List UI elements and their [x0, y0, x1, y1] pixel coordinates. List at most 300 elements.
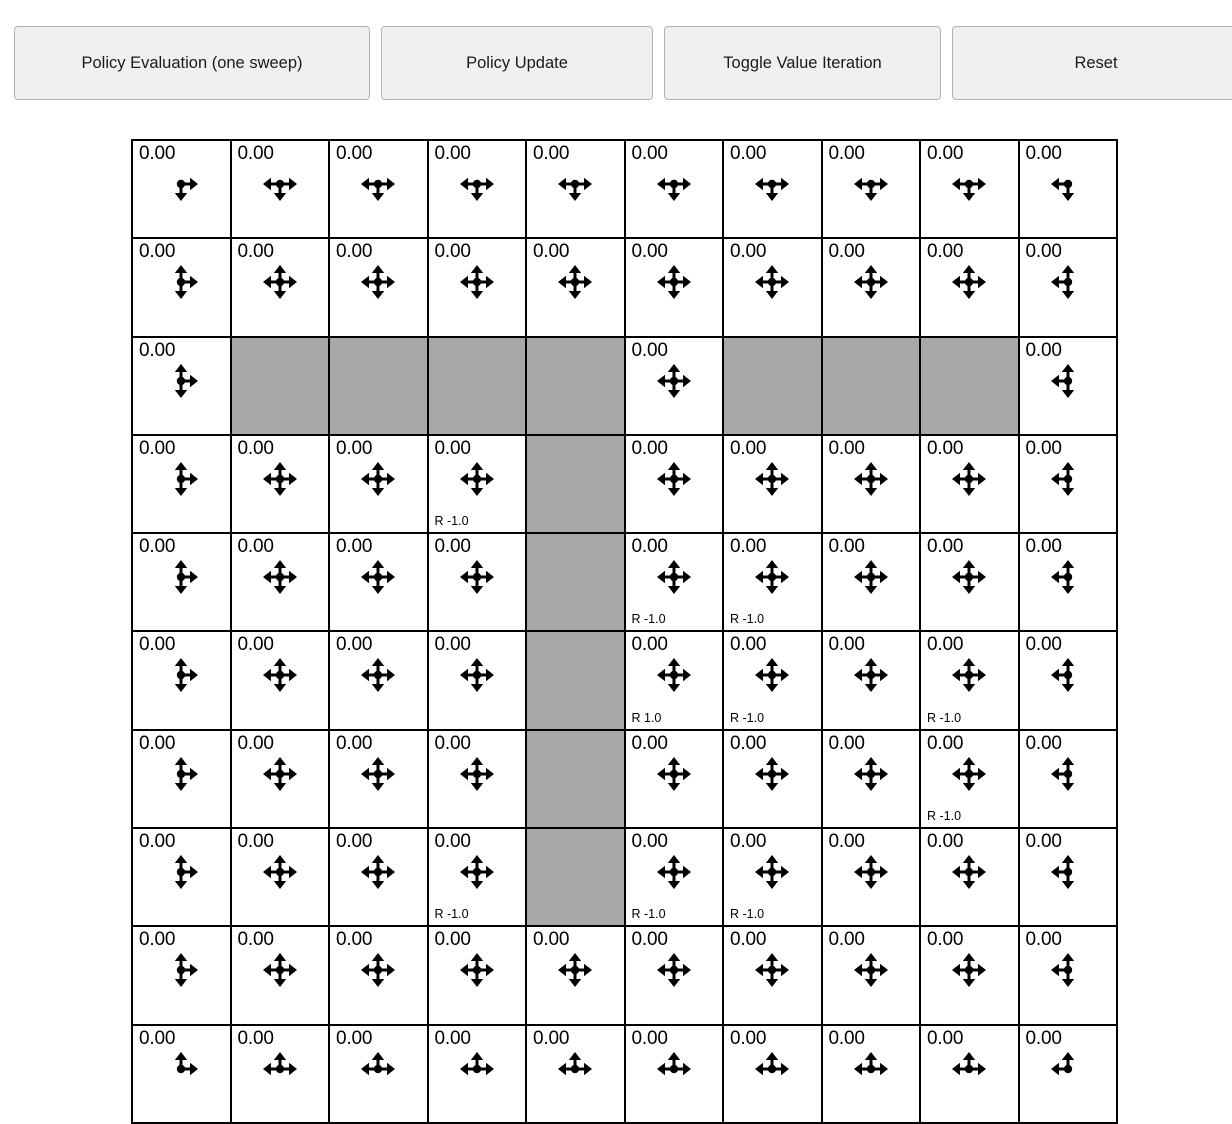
- grid-cell[interactable]: [920, 238, 1019, 336]
- gridworld-grid-container: [131, 139, 1118, 1124]
- policy-arrows-icon: [133, 849, 230, 895]
- grid-cell-inner: [429, 436, 526, 532]
- cell-value: 0.00: [533, 241, 570, 263]
- policy-arrows-icon: [1020, 554, 1117, 600]
- cell-value: 0.00: [336, 1027, 373, 1049]
- grid-cell[interactable]: [920, 730, 1019, 828]
- grid-cell[interactable]: [625, 828, 724, 926]
- cell-value: 0.00: [730, 929, 767, 951]
- policy-arrows-icon: [823, 751, 920, 797]
- policy-arrows-icon: [724, 554, 821, 600]
- policy-arrows-icon: [823, 849, 920, 895]
- reset-button[interactable]: Reset: [952, 26, 1232, 100]
- grid-cell-inner: [626, 731, 723, 827]
- grid-cell[interactable]: [1019, 337, 1118, 435]
- cell-reward-label: R -1.0: [631, 907, 666, 922]
- grid-cell[interactable]: [1019, 238, 1118, 336]
- grid-cell-inner: [232, 829, 329, 925]
- grid-cell-inner: [626, 141, 723, 237]
- grid-cell-inner: [823, 731, 920, 827]
- grid-cell[interactable]: [428, 435, 527, 533]
- policy-update-button[interactable]: Policy Update: [381, 26, 653, 100]
- grid-cell[interactable]: [428, 1025, 527, 1123]
- cell-value: 0.00: [927, 143, 964, 164]
- policy-arrows-icon: [1020, 259, 1117, 305]
- cell-value: 0.00: [828, 732, 865, 754]
- toggle-value-iteration-button[interactable]: Toggle Value Iteration: [664, 26, 941, 100]
- policy-arrows-icon: [330, 849, 427, 895]
- grid-cell[interactable]: [231, 238, 330, 336]
- grid-cell-inner: [823, 829, 920, 925]
- cell-reward-label: R -1.0: [434, 907, 469, 922]
- grid-cell[interactable]: [428, 140, 527, 238]
- policy-arrows-icon: [429, 849, 526, 895]
- cell-reward-label: R -1.0: [730, 710, 765, 725]
- grid-cell[interactable]: [231, 730, 330, 828]
- grid-cell[interactable]: [428, 828, 527, 926]
- cell-reward-label: R -1.0: [730, 907, 765, 922]
- grid-cell[interactable]: [625, 730, 724, 828]
- grid-cell[interactable]: [428, 926, 527, 1024]
- cell-value: 0.00: [631, 241, 668, 263]
- cell-value: 0.00: [336, 241, 373, 263]
- grid-cell-inner: [724, 829, 821, 925]
- grid-cell[interactable]: [526, 1025, 625, 1123]
- cell-value: 0.00: [1025, 339, 1062, 361]
- grid-cell-inner: [232, 141, 329, 237]
- grid-cell-inner: [626, 436, 723, 532]
- policy-arrows-icon: [823, 652, 920, 698]
- grid-cell[interactable]: [822, 238, 921, 336]
- cell-value: 0.00: [434, 831, 471, 853]
- grid-cell-inner: [626, 338, 723, 434]
- cell-value: 0.00: [730, 1027, 767, 1049]
- grid-cell-inner: [429, 1026, 526, 1122]
- grid-cell[interactable]: [625, 337, 724, 435]
- grid-cell-inner: [1020, 632, 1117, 728]
- grid-cell[interactable]: [329, 926, 428, 1024]
- policy-arrows-icon: [429, 947, 526, 993]
- grid-cell-inner: [921, 436, 1018, 532]
- grid-cell[interactable]: [723, 140, 822, 238]
- grid-cell[interactable]: [526, 926, 625, 1024]
- policy-arrows-icon: [1020, 751, 1117, 797]
- grid-cell[interactable]: [920, 1025, 1019, 1123]
- policy-arrows-icon: [133, 947, 230, 993]
- grid-cell[interactable]: [1019, 926, 1118, 1024]
- policy-arrows-icon: [1020, 652, 1117, 698]
- policy-arrows-icon: [626, 259, 723, 305]
- grid-cell-inner: [1020, 141, 1117, 237]
- cell-value: 0.00: [237, 929, 274, 951]
- grid-cell-inner: [921, 731, 1018, 827]
- policy-arrows-icon: [921, 554, 1018, 600]
- grid-cell-inner: [921, 927, 1018, 1023]
- grid-cell-inner: [626, 927, 723, 1023]
- grid-cell[interactable]: [1019, 631, 1118, 729]
- grid-cell[interactable]: [1019, 730, 1118, 828]
- policy-arrows-icon: [133, 456, 230, 502]
- grid-cell[interactable]: [132, 533, 231, 631]
- grid-cell[interactable]: [132, 238, 231, 336]
- grid-cell[interactable]: [822, 631, 921, 729]
- policy-arrows-icon: [626, 161, 723, 207]
- cell-value: 0.00: [237, 732, 274, 754]
- grid-row: [132, 730, 1117, 828]
- grid-cell-inner: [133, 1026, 230, 1122]
- grid-cell[interactable]: [329, 238, 428, 336]
- grid-cell[interactable]: [723, 435, 822, 533]
- grid-cell-inner: [724, 731, 821, 827]
- grid-cell[interactable]: [1019, 533, 1118, 631]
- grid-cell[interactable]: [526, 238, 625, 336]
- grid-cell[interactable]: [822, 140, 921, 238]
- grid-cell-inner: [527, 1026, 624, 1122]
- grid-cell[interactable]: [231, 533, 330, 631]
- policy-arrows-icon: [1020, 358, 1117, 404]
- grid-cell[interactable]: [329, 533, 428, 631]
- grid-cell-inner: [1020, 436, 1117, 532]
- cell-value: 0.00: [631, 929, 668, 951]
- policy-arrows-icon: [724, 849, 821, 895]
- grid-cell[interactable]: [132, 140, 231, 238]
- grid-cell[interactable]: [526, 140, 625, 238]
- policy-arrows-icon: [232, 161, 329, 207]
- grid-cell[interactable]: [625, 533, 724, 631]
- policy-arrows-icon: [429, 652, 526, 698]
- grid-cell[interactable]: [132, 435, 231, 533]
- grid-cell-inner: [133, 534, 230, 630]
- cell-value: 0.00: [631, 339, 668, 361]
- grid-row: [132, 435, 1117, 533]
- policy-arrows-icon: [823, 161, 920, 207]
- grid-cell-wall[interactable]: [526, 533, 625, 631]
- cell-value: 0.00: [237, 241, 274, 263]
- grid-cell-wall[interactable]: [526, 631, 625, 729]
- grid-cell[interactable]: [920, 533, 1019, 631]
- cell-value: 0.00: [1025, 241, 1062, 263]
- policy-arrows-icon: [429, 456, 526, 502]
- grid-cell-inner: [527, 927, 624, 1023]
- grid-cell[interactable]: [132, 926, 231, 1024]
- policy-arrows-icon: [330, 456, 427, 502]
- grid-cell-inner: [429, 534, 526, 630]
- cell-value: 0.00: [139, 929, 176, 951]
- grid-cell[interactable]: [231, 1025, 330, 1123]
- grid-cell[interactable]: [625, 435, 724, 533]
- cell-value: 0.00: [1025, 536, 1062, 558]
- grid-cell[interactable]: [329, 730, 428, 828]
- policy-arrows-icon: [921, 259, 1018, 305]
- policy-arrows-icon: [527, 259, 624, 305]
- cell-value: 0.00: [237, 536, 274, 558]
- policy-arrows-icon: [724, 1046, 821, 1092]
- policy-arrows-icon: [724, 652, 821, 698]
- grid-cell-inner: [626, 1026, 723, 1122]
- grid-cell[interactable]: [428, 533, 527, 631]
- cell-value: 0.00: [730, 241, 767, 263]
- policy-arrows-icon: [921, 456, 1018, 502]
- grid-cell-wall[interactable]: [526, 435, 625, 533]
- grid-cell-inner: [823, 239, 920, 335]
- grid-cell[interactable]: [625, 631, 724, 729]
- grid-cell-inner: [330, 927, 427, 1023]
- grid-cell-inner: [133, 632, 230, 728]
- cell-value: 0.00: [139, 831, 176, 853]
- cell-value: 0.00: [336, 831, 373, 853]
- cell-value: 0.00: [237, 437, 274, 459]
- cell-value: 0.00: [828, 634, 865, 656]
- policy-arrows-icon: [429, 554, 526, 600]
- grid-cell[interactable]: [132, 631, 231, 729]
- policy-arrows-icon: [823, 1046, 920, 1092]
- policy-arrows-icon: [330, 259, 427, 305]
- cell-value: 0.00: [139, 634, 176, 656]
- grid-cell-inner: [429, 731, 526, 827]
- cell-value: 0.00: [237, 831, 274, 853]
- cell-value: 0.00: [139, 536, 176, 558]
- policy-arrows-icon: [724, 259, 821, 305]
- grid-cell-inner: [921, 632, 1018, 728]
- grid-cell-inner: [823, 1026, 920, 1122]
- cell-value: 0.00: [730, 831, 767, 853]
- grid-cell-wall[interactable]: [920, 337, 1019, 435]
- grid-cell[interactable]: [132, 730, 231, 828]
- grid-cell[interactable]: [428, 631, 527, 729]
- cell-value: 0.00: [1025, 143, 1062, 164]
- cell-value: 0.00: [730, 536, 767, 558]
- grid-cell[interactable]: [920, 435, 1019, 533]
- grid-cell-inner: [1020, 927, 1117, 1023]
- cell-value: 0.00: [336, 929, 373, 951]
- grid-cell-inner: [133, 731, 230, 827]
- grid-cell[interactable]: [231, 631, 330, 729]
- grid-cell[interactable]: [822, 828, 921, 926]
- cell-value: 0.00: [139, 241, 176, 263]
- cell-value: 0.00: [1025, 437, 1062, 459]
- grid-cell-wall[interactable]: [822, 337, 921, 435]
- cell-value: 0.00: [1025, 732, 1062, 754]
- policy-arrows-icon: [1020, 1046, 1117, 1092]
- cell-value: 0.00: [336, 634, 373, 656]
- cell-value: 0.00: [139, 143, 176, 164]
- grid-cell-inner: [1020, 731, 1117, 827]
- cell-value: 0.00: [434, 634, 471, 656]
- cell-value: 0.00: [434, 437, 471, 459]
- policy-arrows-icon: [232, 554, 329, 600]
- policy-arrows-icon: [724, 751, 821, 797]
- policy-arrows-icon: [921, 161, 1018, 207]
- policy-arrows-icon: [626, 1046, 723, 1092]
- policy-arrows-icon: [626, 652, 723, 698]
- policy-arrows-icon: [232, 259, 329, 305]
- cell-value: 0.00: [927, 241, 964, 263]
- cell-value: 0.00: [828, 929, 865, 951]
- grid-cell-wall[interactable]: [231, 337, 330, 435]
- grid-cell-inner: [626, 534, 723, 630]
- grid-cell-inner: [1020, 239, 1117, 335]
- grid-cell-inner: [232, 632, 329, 728]
- grid-cell-inner: [330, 632, 427, 728]
- grid-cell-wall[interactable]: [526, 337, 625, 435]
- grid-cell-inner: [133, 829, 230, 925]
- grid-cell-inner: [921, 239, 1018, 335]
- cell-value: 0.00: [336, 437, 373, 459]
- grid-cell[interactable]: [822, 730, 921, 828]
- grid-cell-inner: [823, 436, 920, 532]
- grid-cell-inner: [232, 239, 329, 335]
- grid-cell[interactable]: [1019, 828, 1118, 926]
- grid-cell[interactable]: [231, 435, 330, 533]
- cell-value: 0.00: [730, 732, 767, 754]
- grid-cell[interactable]: [920, 828, 1019, 926]
- cell-value: 0.00: [927, 732, 964, 754]
- cell-value: 0.00: [730, 634, 767, 656]
- grid-cell-wall[interactable]: [329, 337, 428, 435]
- cell-value: 0.00: [927, 831, 964, 853]
- policy-arrows-icon: [133, 1046, 230, 1092]
- grid-cell-inner: [133, 927, 230, 1023]
- cell-value: 0.00: [631, 634, 668, 656]
- policy-arrows-icon: [133, 259, 230, 305]
- grid-cell-wall[interactable]: [723, 337, 822, 435]
- cell-reward-label: R -1.0: [631, 612, 666, 627]
- grid-cell[interactable]: [920, 140, 1019, 238]
- policy-arrows-icon: [232, 751, 329, 797]
- grid-cell[interactable]: [822, 533, 921, 631]
- grid-cell[interactable]: [920, 631, 1019, 729]
- grid-cell[interactable]: [231, 140, 330, 238]
- grid-cell[interactable]: [625, 140, 724, 238]
- cell-value: 0.00: [1025, 634, 1062, 656]
- grid-cell[interactable]: [723, 533, 822, 631]
- grid-cell[interactable]: [723, 926, 822, 1024]
- cell-value: 0.00: [336, 536, 373, 558]
- policy-arrows-icon: [626, 947, 723, 993]
- grid-cell-wall[interactable]: [526, 828, 625, 926]
- cell-value: 0.00: [434, 929, 471, 951]
- cell-value: 0.00: [434, 143, 471, 164]
- policy-arrows-icon: [330, 947, 427, 993]
- grid-cell[interactable]: [723, 1025, 822, 1123]
- grid-cell[interactable]: [1019, 1025, 1118, 1123]
- grid-cell[interactable]: [231, 828, 330, 926]
- policy-arrows-icon: [429, 751, 526, 797]
- grid-cell[interactable]: [723, 238, 822, 336]
- cell-value: 0.00: [336, 143, 373, 164]
- cell-reward-label: R -1.0: [927, 710, 962, 725]
- cell-reward-label: R 1.0: [631, 710, 662, 725]
- grid-cell-wall[interactable]: [526, 730, 625, 828]
- policy-arrows-icon: [724, 947, 821, 993]
- policy-arrows-icon: [626, 456, 723, 502]
- grid-cell-inner: [330, 829, 427, 925]
- grid-cell-inner: [330, 239, 427, 335]
- grid-cell-inner: [921, 534, 1018, 630]
- cell-value: 0.00: [927, 929, 964, 951]
- grid-cell[interactable]: [822, 1025, 921, 1123]
- cell-value: 0.00: [139, 732, 176, 754]
- grid-cell[interactable]: [231, 926, 330, 1024]
- cell-value: 0.00: [139, 437, 176, 459]
- grid-cell-inner: [823, 632, 920, 728]
- grid-cell[interactable]: [625, 926, 724, 1024]
- grid-cell[interactable]: [132, 1025, 231, 1123]
- grid-cell-inner: [724, 927, 821, 1023]
- grid-cell-inner: [330, 141, 427, 237]
- grid-cell[interactable]: [920, 926, 1019, 1024]
- grid-row: [132, 1025, 1117, 1123]
- grid-cell[interactable]: [1019, 140, 1118, 238]
- policy-arrows-icon: [823, 259, 920, 305]
- cell-value: 0.00: [828, 241, 865, 263]
- grid-cell[interactable]: [329, 828, 428, 926]
- grid-cell[interactable]: [132, 337, 231, 435]
- grid-cell[interactable]: [329, 140, 428, 238]
- policy-arrows-icon: [232, 849, 329, 895]
- grid-cell[interactable]: [625, 238, 724, 336]
- cell-reward-label: R -1.0: [927, 809, 962, 824]
- policy-evaluation-button[interactable]: Policy Evaluation (one sweep): [14, 26, 370, 100]
- grid-cell-inner: [330, 436, 427, 532]
- grid-cell[interactable]: [723, 631, 822, 729]
- cell-reward-label: R -1.0: [434, 514, 469, 529]
- grid-cell[interactable]: [1019, 435, 1118, 533]
- grid-cell-inner: [429, 239, 526, 335]
- grid-row: [132, 337, 1117, 435]
- grid-cell-inner: [133, 141, 230, 237]
- grid-cell-inner: [724, 632, 821, 728]
- cell-value: 0.00: [237, 634, 274, 656]
- grid-cell[interactable]: [428, 730, 527, 828]
- cell-value: 0.00: [434, 1027, 471, 1049]
- grid-cell-wall[interactable]: [428, 337, 527, 435]
- cell-value: 0.00: [828, 1027, 865, 1049]
- cell-value: 0.00: [828, 437, 865, 459]
- policy-arrows-icon: [133, 751, 230, 797]
- grid-row: [132, 926, 1117, 1024]
- policy-arrows-icon: [626, 554, 723, 600]
- grid-cell-inner: [429, 632, 526, 728]
- grid-cell[interactable]: [723, 730, 822, 828]
- grid-cell-inner: [133, 338, 230, 434]
- grid-cell[interactable]: [822, 435, 921, 533]
- grid-cell[interactable]: [625, 1025, 724, 1123]
- grid-cell[interactable]: [723, 828, 822, 926]
- cell-value: 0.00: [1025, 1027, 1062, 1049]
- grid-cell[interactable]: [132, 828, 231, 926]
- cell-value: 0.00: [631, 437, 668, 459]
- policy-arrows-icon: [330, 554, 427, 600]
- grid-cell[interactable]: [428, 238, 527, 336]
- grid-cell-inner: [921, 1026, 1018, 1122]
- policy-arrows-icon: [330, 161, 427, 207]
- grid-cell[interactable]: [822, 926, 921, 1024]
- grid-cell[interactable]: [329, 435, 428, 533]
- grid-cell-inner: [921, 829, 1018, 925]
- grid-cell-inner: [626, 632, 723, 728]
- grid-cell-inner: [429, 141, 526, 237]
- grid-cell-inner: [133, 239, 230, 335]
- grid-cell-inner: [1020, 1026, 1117, 1122]
- grid-cell-inner: [823, 927, 920, 1023]
- grid-cell-inner: [232, 534, 329, 630]
- cell-reward-label: R -1.0: [730, 612, 765, 627]
- policy-arrows-icon: [921, 947, 1018, 993]
- grid-cell[interactable]: [329, 631, 428, 729]
- grid-cell[interactable]: [329, 1025, 428, 1123]
- cell-value: 0.00: [927, 536, 964, 558]
